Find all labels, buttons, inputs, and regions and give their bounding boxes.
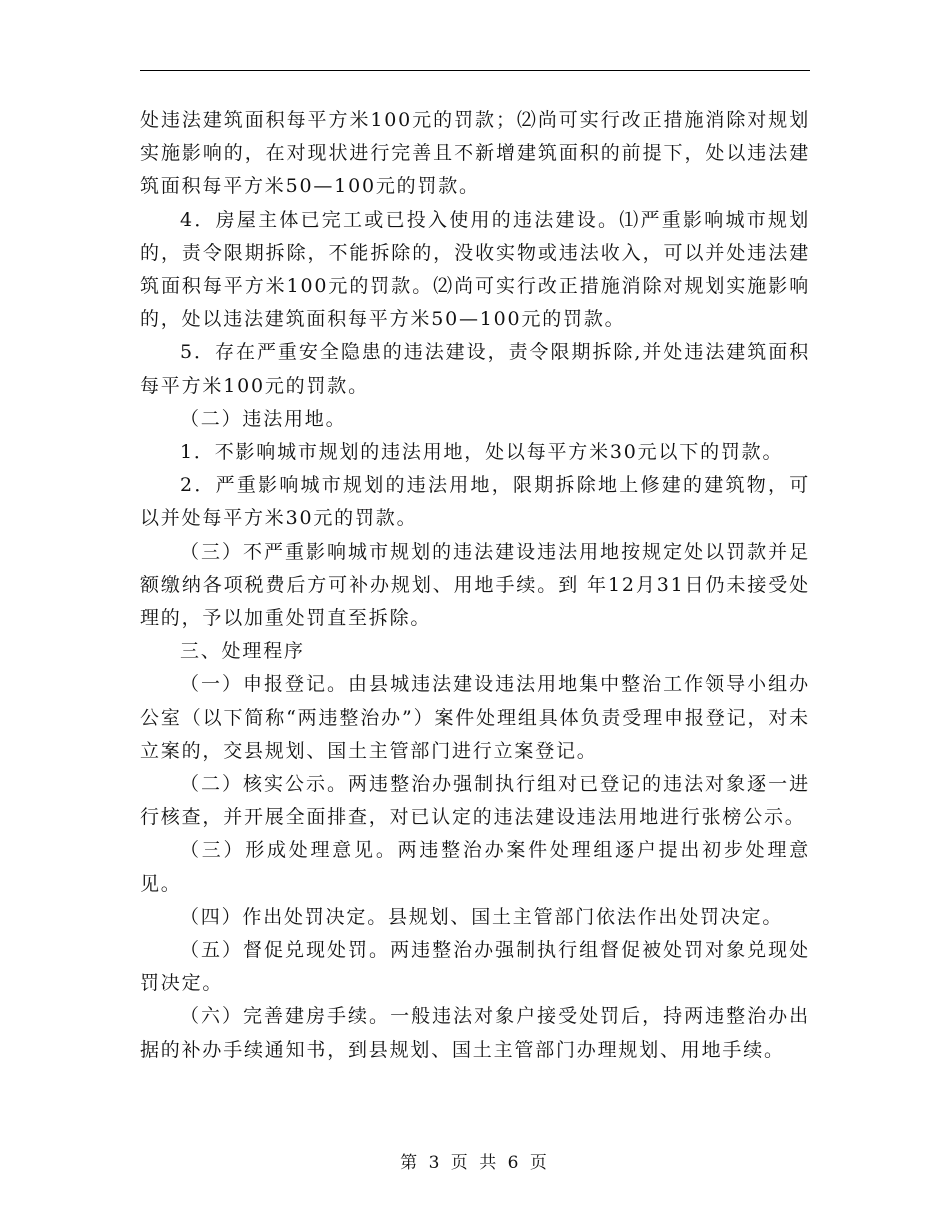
paragraph-3: 5．存在严重安全隐患的违法建设，责令限期拆除,并处违法建筑面积每平方米100元的罚款。 xyxy=(140,341,810,397)
page-number: 第 3 页 共 6 页 xyxy=(400,1153,550,1173)
paragraph-7: （三）不严重影响城市规划的违法建设违法用地按规定处以罚款并足额缴纳各项税费后方可补办规划、用地手续。到 年12月31日仍未接受处理的，予以加重处罚直至拆除。 xyxy=(140,540,810,630)
paragraph-10: （二）核实公示。两违整治办强制执行组对已登记的违法对象逐一进行核查，并开展全面排查，对已认定的违法建设违法用地进行张榜公示。 xyxy=(140,773,810,829)
paragraph-14: （六）完善建房手续。一般违法对象户接受处罚后，持两违整治办出据的补办手续通知书，到县规划、国土主管部门办理规划、用地手续。 xyxy=(140,1005,810,1061)
paragraph-4: （二）违法用地。 xyxy=(180,407,347,430)
header-rule xyxy=(140,70,810,71)
document-body xyxy=(140,104,810,1067)
paragraph-6: 2．严重影响城市规划的违法用地，限期拆除地上修建的建筑物，可以并处每平方米30元的罚款。 xyxy=(140,474,810,530)
paragraph-11: （三）形成处理意见。两违整治办案件处理组逐户提出初步处理意见。 xyxy=(140,839,810,895)
section-heading: 三、处理程序 xyxy=(180,640,305,663)
paragraph-2: 4．房屋主体已完工或已投入使用的违法建设。⑴严重影响城市规划的，责令限期拆除，不能拆除的，没收实物或违法收入，可以并处违法建筑面积每平方米100元的罚款。⑵尚可实行改正措施消除对规划实施影响的，处以违法建筑面积每平方米50—100元的罚款。 xyxy=(140,208,810,331)
paragraph-12: （四）作出处罚决定。县规划、国土主管部门依法作出处罚决定。 xyxy=(180,905,784,928)
paragraph-9: （一）申报登记。由县城违法建设违法用地集中整治工作领导小组办公室（以下简称“两违整治办”）案件处理组具体负责受理申报登记，对未立案的，交县规划、国土主管部门进行立案登记。 xyxy=(140,673,810,762)
paragraph-1: 处违法建筑面积每平方米100元的罚款；⑵尚可实行改正措施消除对规划实施影响的，在对现状进行完善且不新增建筑面积的前提下，处以违法建筑面积每平方米50—100元的罚款。 xyxy=(140,109,810,198)
paragraph-5: 1．不影响城市规划的违法用地，处以每平方米30元以下的罚款。 xyxy=(180,441,784,464)
paragraph-13: （五）督促兑现处罚。两违整治办强制执行组督促被处罚对象兑现处罚决定。 xyxy=(140,939,810,995)
